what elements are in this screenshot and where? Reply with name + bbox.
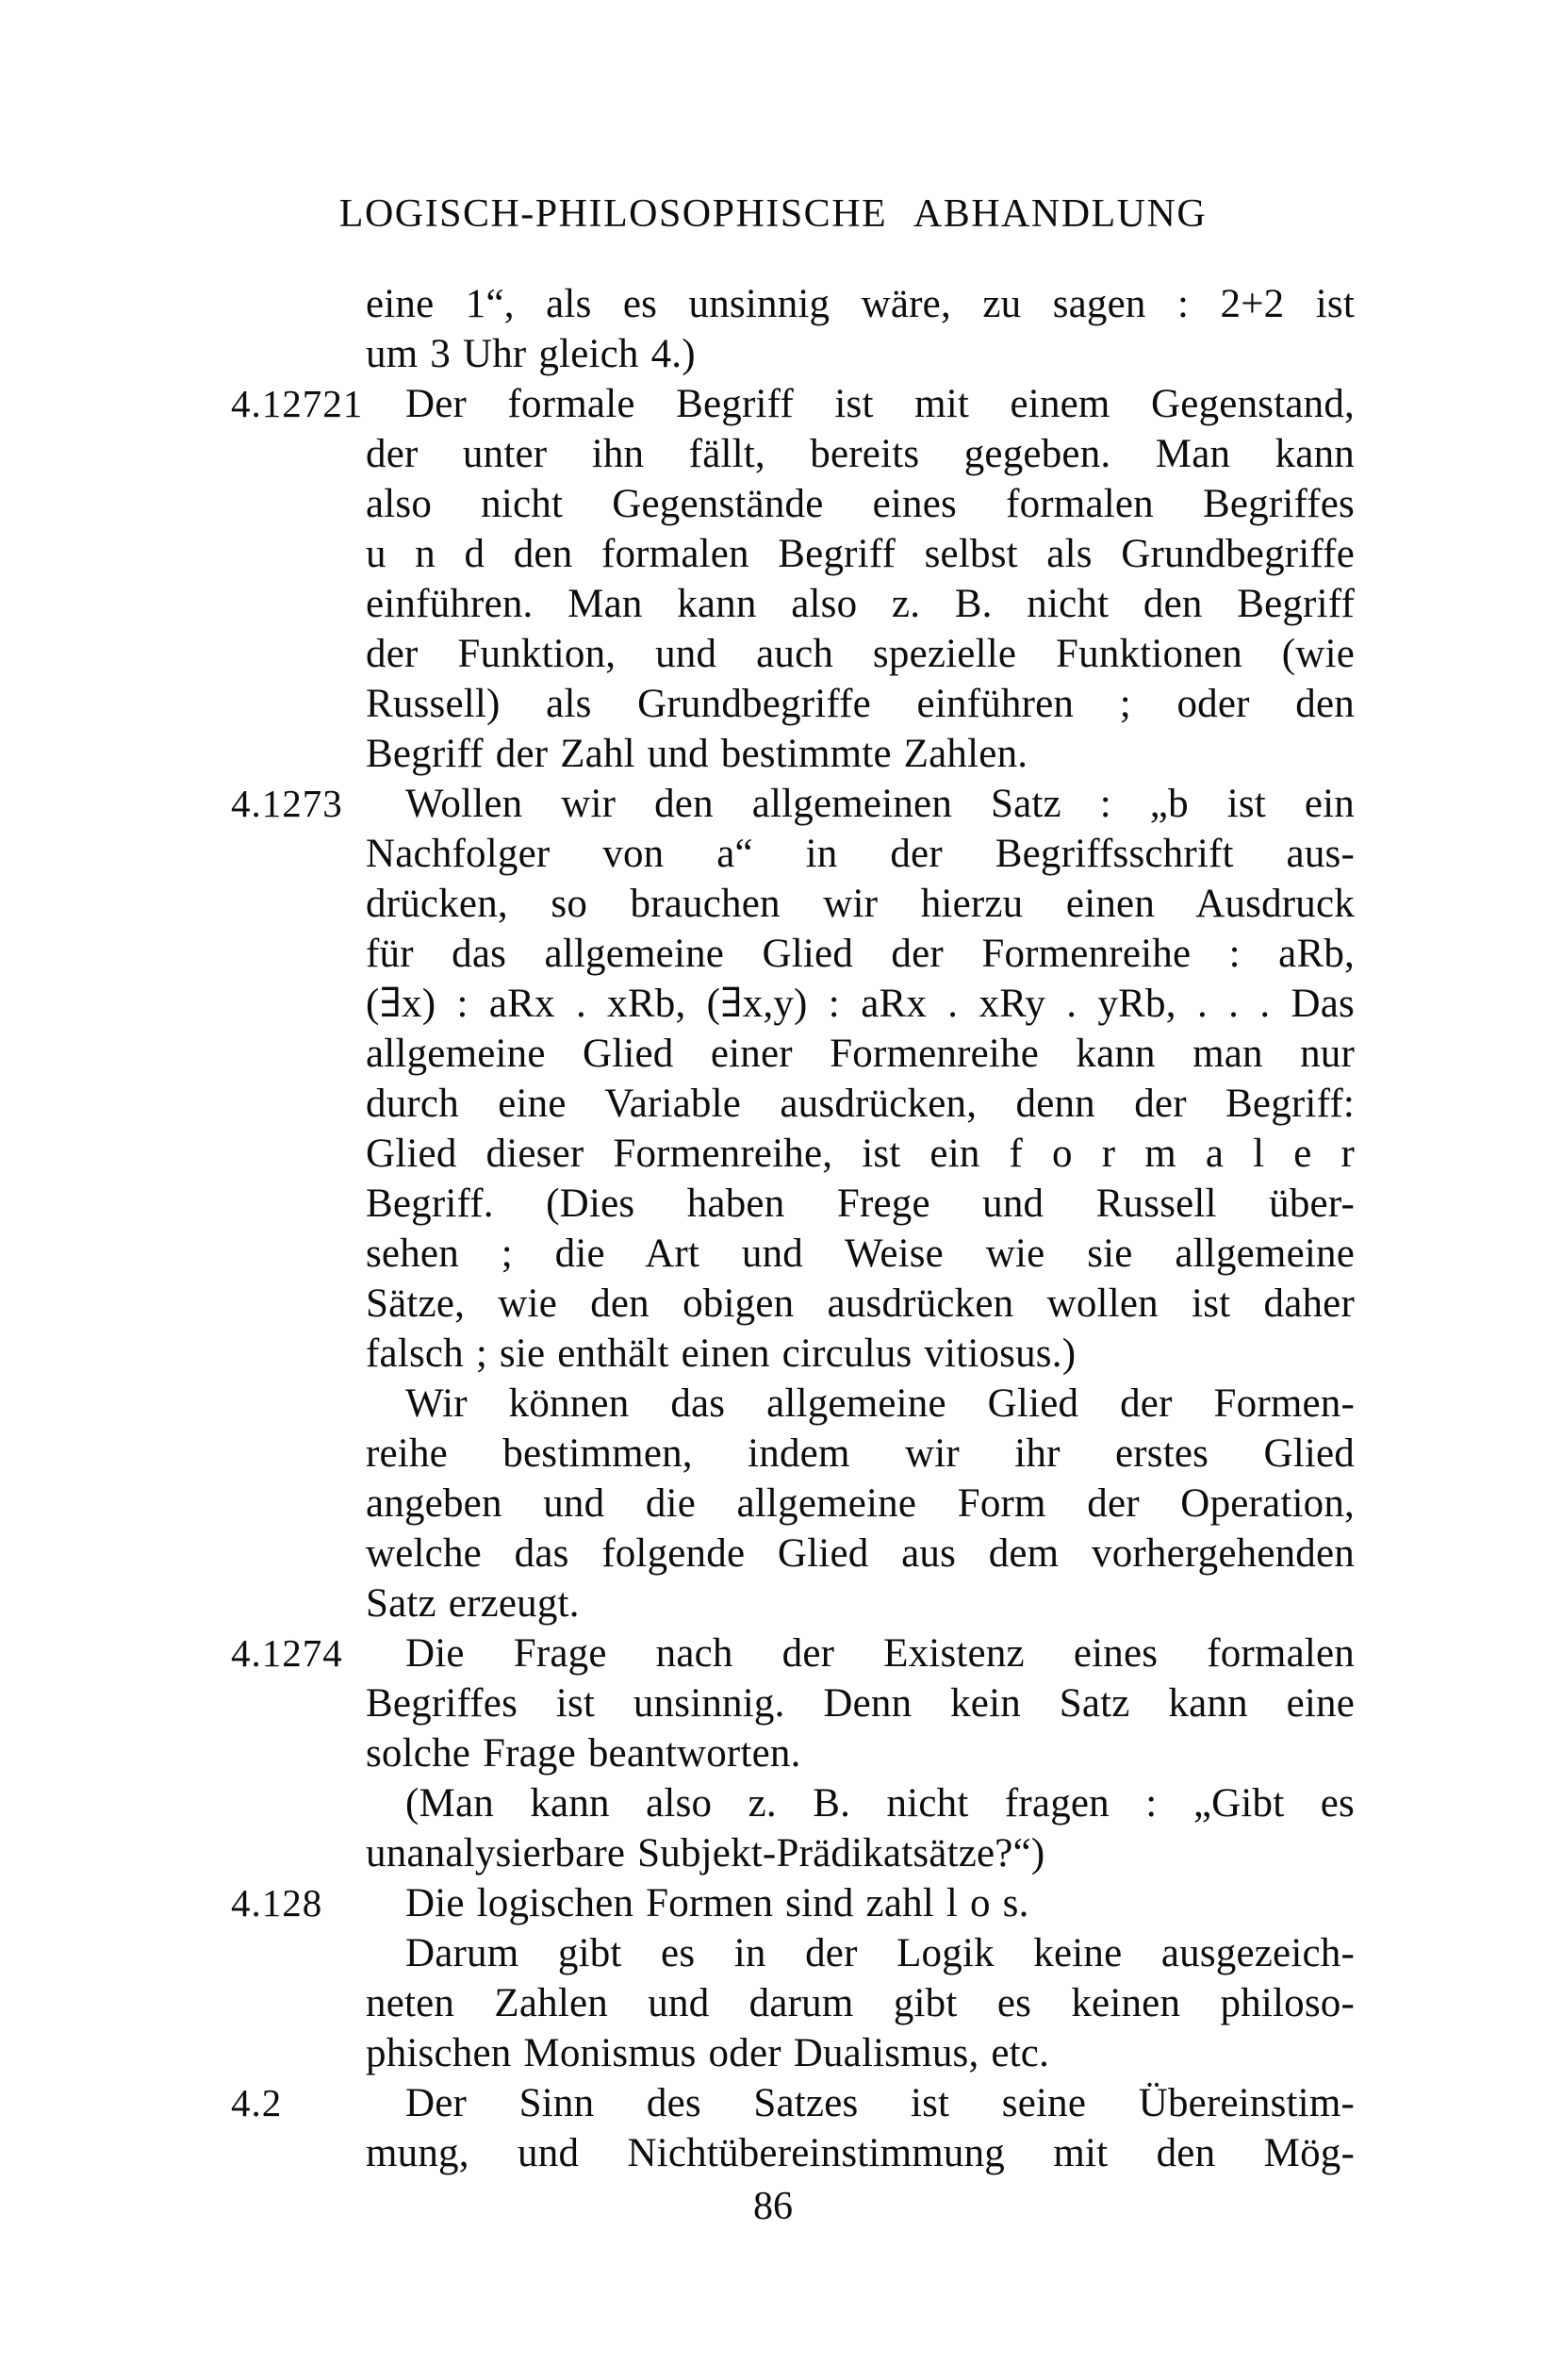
line-text: Begriff. (Dies haben Frege und Russell über- [366,1182,1355,1226]
text-line [231,2128,1355,2178]
line-text: Darum gibt es in der Logik keine ausgezeich- [405,1931,1355,1975]
section-number: 4.1273 [231,782,343,825]
text-line [231,1778,1355,1828]
line-text: sehen ; die Art und Weise wie sie allgemeine [366,1231,1355,1276]
line-text: Wir können das allgemeine Glied der Formen- [405,1381,1355,1426]
text-line [231,1878,1355,1928]
line-text: mung, und Nichtübereinstimmung mit den Mög- [366,2131,1355,2175]
text-line [231,1928,1355,1978]
section-number: 4.2 [231,2081,283,2124]
text-line [231,629,1355,679]
line-text: phischen Monismus oder Dualismus, etc. [366,2031,1050,2075]
text-line [231,1329,1355,1379]
text-line [231,679,1355,729]
line-text: reihe bestimmen, indem wir ihr erstes Glied [366,1431,1355,1476]
text-line [231,1728,1355,1778]
text-block [231,279,1355,2178]
line-text: eine 1“, als es unsinnig wäre, zu sagen : 2+2 ist [366,282,1355,326]
text-line [231,1129,1355,1179]
text-line [231,829,1355,879]
text-line [231,1828,1355,1878]
text-line [231,1529,1355,1578]
text-line [231,879,1355,929]
line-text: falsch ; sie enthält einen circulus vitiosus.) [366,1331,1077,1376]
line-text: für das allgemeine Glied der Formenreihe : aRb, [366,932,1355,976]
line-text: Glied dieser Formenreihe, ist ein f o r m a l e r [366,1132,1355,1176]
line-text: um 3 Uhr gleich 4.) [366,332,696,376]
text-line [231,1978,1355,2028]
line-text: (Man kann also z. B. nicht fragen : „Gibt es [405,1781,1355,1826]
text-line [231,1628,1355,1678]
line-text: Nachfolger von a“ in der Begriffsschrift aus- [366,832,1355,876]
running-header: LOGISCH-PHILOSOPHISCHE ABHANDLUNG [338,192,1208,236]
line-text: Sätze, wie den obigen ausdrücken wollen ist daher [366,1281,1355,1326]
text-line [231,2078,1355,2128]
line-text: einführen. Man kann also z. B. nicht den Begriff [366,582,1355,626]
text-line [231,379,1355,429]
line-text: Der Sinn des Satzes ist seine Übereinstim- [405,2081,1355,2125]
line-text: allgemeine Glied einer Formenreihe kann man nur [366,1032,1355,1076]
section-number: 4.1274 [231,1631,343,1675]
line-text: Wollen wir den allgemeinen Satz : „b ist ein [405,782,1355,826]
text-line [231,479,1355,529]
text-line [231,779,1355,829]
text-line [231,1379,1355,1429]
line-text: drücken, so brauchen wir hierzu einen Ausdruck [366,882,1355,926]
page-number: 86 [753,2185,793,2228]
text-line [231,329,1355,379]
line-text: also nicht Gegenstände eines formalen Begriffes [366,482,1355,526]
text-line [231,979,1355,1029]
line-text: unanalysierbare Subjekt-Prädikatsätze?“) [366,1831,1045,1876]
line-text: der Funktion, und auch spezielle Funktionen (wie [366,632,1355,676]
line-text: der unter ihn fällt, bereits gegeben. Man kann [366,432,1355,476]
text-line [231,2028,1355,2078]
text-line [231,279,1355,329]
text-line [231,529,1355,579]
text-line [231,1578,1355,1628]
line-text: neten Zahlen und darum gibt es keinen philoso- [366,1981,1355,2025]
text-line [231,1029,1355,1079]
text-line [231,579,1355,629]
line-text: Russell) als Grundbegriffe einführen ; oder den [366,682,1355,726]
line-text: Der formale Begriff ist mit einem Gegenstand, [405,382,1355,426]
line-text: durch eine Variable ausdrücken, denn der Begriff: [366,1082,1355,1126]
line-text: solche Frage beantworten. [366,1731,801,1776]
text-line [231,1229,1355,1279]
section-number: 4.128 [231,1881,323,1925]
line-text: Begriff der Zahl und bestimmte Zahlen. [366,732,1028,776]
line-text: Die logischen Formen sind zahl l o s. [405,1881,1029,1925]
text-line [231,1179,1355,1229]
line-text: Satz erzeugt. [366,1581,580,1626]
line-text: welche das folgende Glied aus dem vorhergehenden [366,1531,1355,1576]
text-line [231,1479,1355,1529]
line-text: Begriffes ist unsinnig. Denn kein Satz kann eine [366,1681,1355,1726]
line-text: (∃x) : aRx . xRb, (∃x,y) : aRx . xRy . yRb, . . . Das [366,982,1355,1026]
text-line [231,1079,1355,1129]
text-line [231,929,1355,979]
text-line [231,1678,1355,1728]
line-text: Die Frage nach der Existenz eines formalen [405,1631,1355,1676]
text-line [231,429,1355,479]
line-text: u n d den formalen Begriff selbst als Grundbegriffe [366,532,1355,576]
text-line [231,1429,1355,1479]
line-text: angeben und die allgemeine Form der Operation, [366,1481,1355,1526]
text-line [231,1279,1355,1329]
section-number: 4.12721 [231,382,364,425]
text-line [231,729,1355,779]
